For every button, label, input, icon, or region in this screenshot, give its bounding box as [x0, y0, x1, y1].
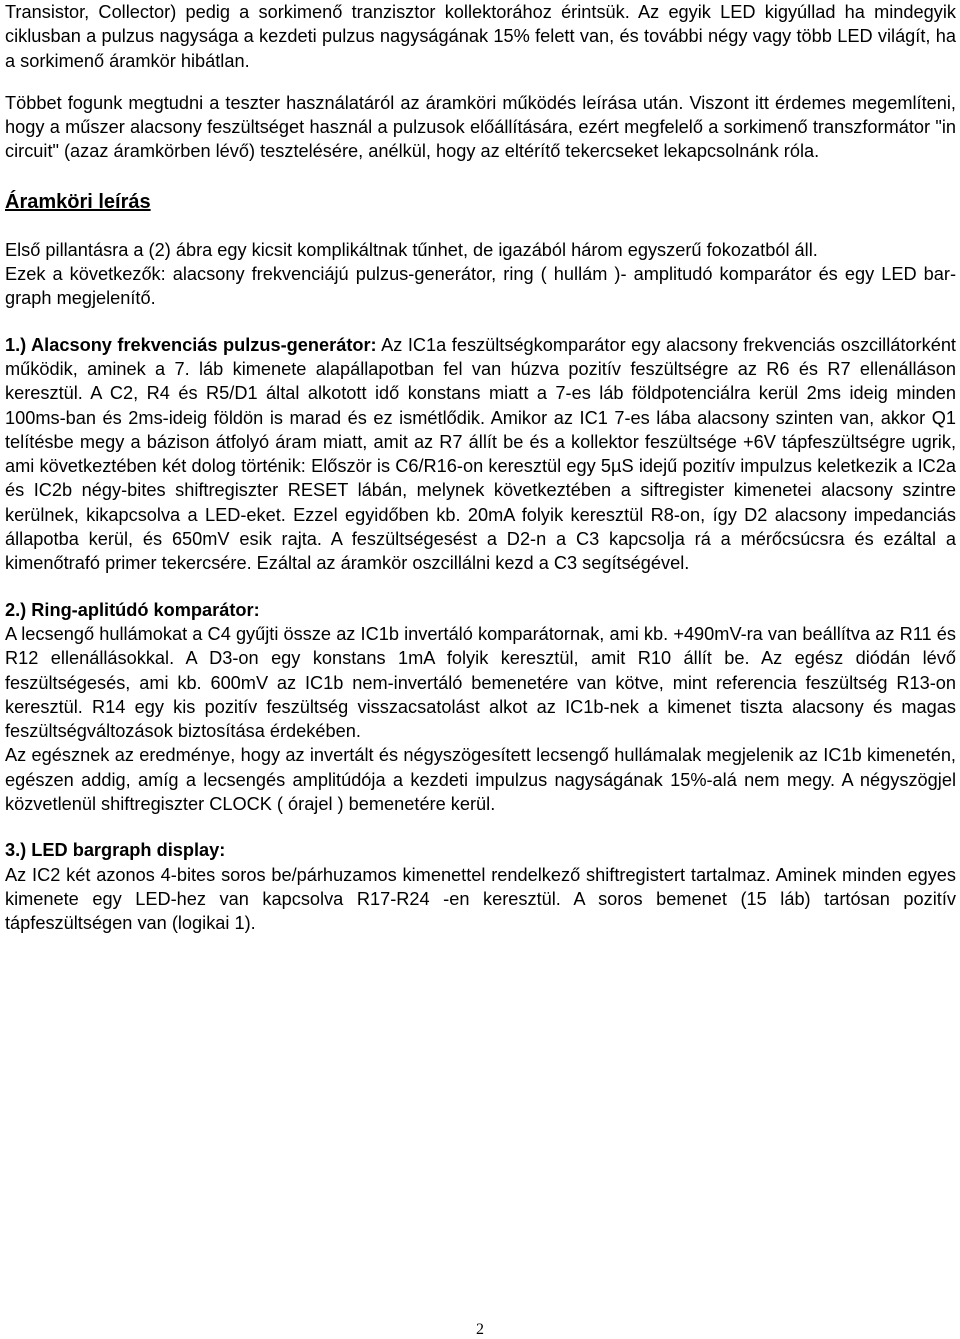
section-text-ring-comparator-result: Az egésznek az eredménye, hogy az invertált és négyszögesített lecsengő hullámalak megjelenik az IC1b kimenetén, egészen addig, amíg a lecsengés amplitúdója a kezdeti impulzus nagyságának 15%-alá nem megy. A négyszögjel közvetlenül shiftregiszter CLOCK ( órajel ) bemenetére kerül. [5, 745, 956, 815]
paragraph-intro: Transistor, Collector) pedig a sorkimenő tranzisztor kollektorához érintsük. Az egyik LED kigyúllad ha mindegyik ciklusban a pulzus nagysága a kezdeti pulzus nagyságának 15% felett van, és további négy vagy több LED világít, ha a sorkimenő áramkör hibátlan. [5, 2, 956, 71]
paragraph-overview: Első pillantásra a (2) ábra egy kicsit komplikáltnak tűnhet, de igazából három egyszerű fokozatból áll. [5, 239, 818, 260]
page-number: 2 [476, 1321, 484, 1338]
section-pulse-generator [5, 333, 956, 576]
section-title-led-bargraph-text: 3.) LED bargraph display: [5, 840, 226, 861]
section-text-ring-comparator: A lecsengő hullámokat a C4 gyűjti össze az IC1b invertáló komparátornak, ami kb. +490mV-ra van beállítva az R11 és R12 ellenállásokkal. A D3-on egy konstans 1mA folyik keresztül, amit R10 állít be. Az egész diódán lévő feszültségesés, ami kb. 600mV az IC1b nem-invertáló bemenetére van kötve, mint referencia feszültség R13-on keresztül. R14 egy kis pozitív feszültség visszacsatolást alkot az IC1b-nek a kimenet tiszta alacsony és magas feszültségváltozások biztosítása érdekében. [5, 623, 956, 742]
section-text-pulse-generator: Az IC1a feszültségkomparátor egy alacsony frekvenciás oszcillátorként működik, aminek a 7. láb kimenete alapállapotban fel van húzva pozitív feszültségre az R6 és R7 ellenálláson keresztül. A C2, R4 és R5/D1 által alkotott idő konstans miatt a 7-es láb földpotenciálra kerül 2ms ideig minden 100ms-ban és 2ms-ideig földön is marad és ez ismétlődik. Amikor az IC1 7-es lába alacsony szinten van, akkor Q1 telítésbe megy a bázison átfolyó áram miatt, amit az R7 állít be és a kollektor feszültsége +6V tápfeszültségre ugrik, ami következtében két dolog történik: Először is C6/R16-on keresztül egy 5µS idejű pozitív impulzus keletkezik a IC2a és IC2b négy-bites shiftregiszter RESET lábán, melynek következtében a siftregister kimenetei alacsony szintre kerülnek, kikapcsolva a LED-eket. Ezzel egyidőben kb. 20mA folyik keresztül R8-on, így D2 alacsony impedanciás állapotba kerül, és 650mV esik rajta. A feszültségesést a D2-n a C3 kapcsolja rá a mérőcsúcsra és ezáltal a kimenőtrafó primer tekercsére. Ezáltal az áramkör oszcillálni kezd a C3 segítségével. [5, 334, 956, 574]
section-title-ring-comparator-text: 2.) Ring-aplitúdó komparátor: [5, 599, 260, 620]
paragraph-tester-usage: Többet fogunk megtudni a teszter használatáról az áramköri működés leírása után. Viszont itt érdemes megemlíteni, hogy a műszer alacsony feszültséget használ a pulzusok előállítására, ezért megfelelő a sorkimenő transzformátor "in circuit" (azaz áramkörben lévő) tesztelésére, anélkül, hogy az eltérítő tekercseket lekapcsolnánk róla. [5, 92, 956, 162]
section-title-pulse-generator: 1.) Alacsony frekvenciás pulzus-generátor: [5, 334, 377, 355]
section-title-led-bargraph [5, 838, 956, 862]
document-page [5, 0, 956, 936]
section-title-ring-comparator [5, 598, 956, 622]
section-heading-circuit-description: Áramköri leírás [5, 190, 151, 213]
paragraph-stages: Ezek a következők: alacsony frekvenciájú pulzus-generátor, ring ( hullám )- amplitudó komparátor és egy LED bar-graph megjelenítő. [5, 264, 956, 309]
section-text-led-bargraph: Az IC2 két azonos 4-bites soros be/párhuzamos kimenettel rendelkező shiftregistert tartalmaz. Aminek minden egyes kimenete egy LED-hez van kapcsolva R17-R24 -en keresztül. A soros bemenet (15 láb) tartósan pozitív tápfeszültségen van (logikai 1). [5, 864, 956, 934]
